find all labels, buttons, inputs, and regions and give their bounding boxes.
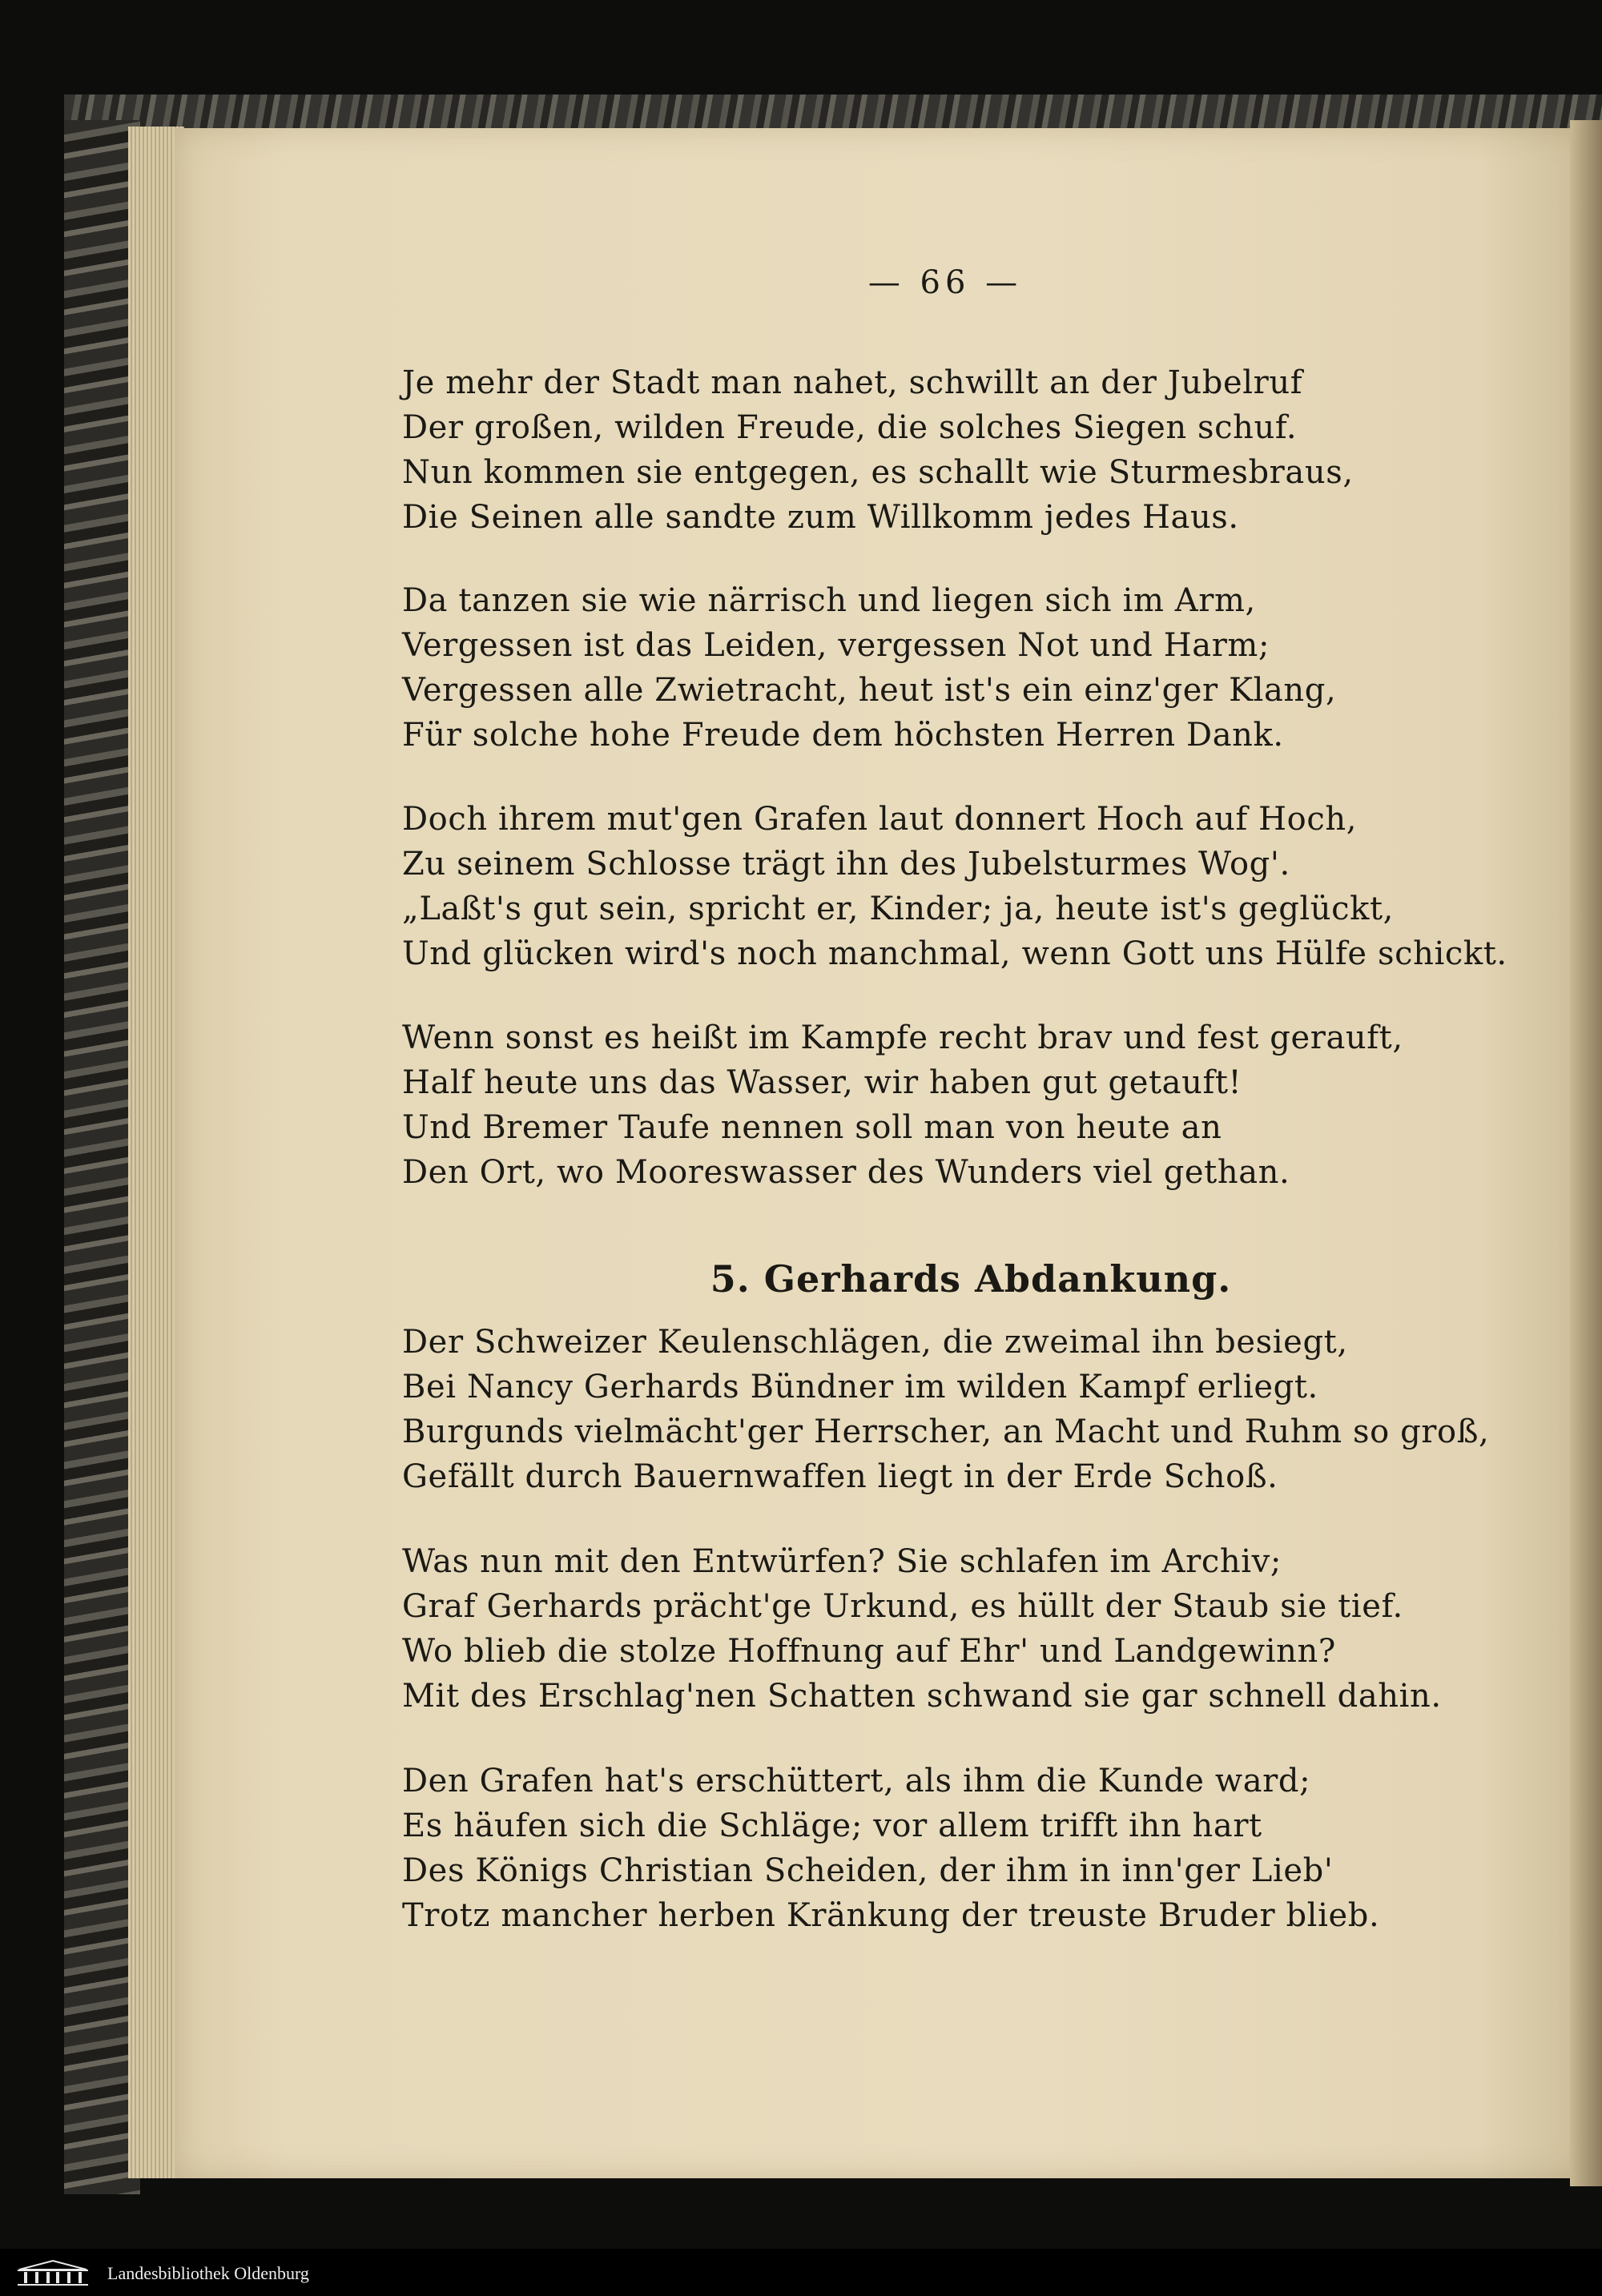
verse-line: Was nun mit den Entwürfen? Sie schlafen im Archiv; [402,1543,1282,1580]
verse-line: Vergessen alle Zwietracht, heut ist's ein einz'ger Klang, [402,672,1337,709]
verse-line: Bei Nancy Gerhards Bündner im wilden Kampf erliegt. [402,1369,1318,1405]
verse-line: Und Bremer Taufe nennen soll man von heute an [402,1109,1222,1146]
library-name: Landesbibliothek Oldenburg [107,2263,309,2283]
verse-line: Der großen, wilden Freude, die solches Siegen schuf. [402,409,1298,446]
verse-line: Je mehr der Stadt man nahet, schwillt an der Jubelruf [402,364,1303,401]
verse-line: Zu seinem Schlosse trägt ihn des Jubelsturmes Wog'. [402,846,1290,883]
stanza [402,1320,1540,1499]
verse-line: Wo blieb die stolze Hoffnung auf Ehr' und Landgewinn? [402,1633,1336,1670]
verse-line: Wenn sonst es heißt im Kampfe recht brav und fest gerauft, [402,1019,1403,1056]
verse-line: Des Königs Christian Scheiden, der ihm in inn'ger Lieb' [402,1852,1334,1889]
verse-line: Es häufen sich die Schläge; vor allem trifft ihn hart [402,1807,1262,1844]
verse-line: Da tanzen sie wie närrisch und liegen sich im Arm, [402,582,1256,619]
verse-line: Doch ihrem mut'gen Grafen laut donnert Hoch auf Hoch, [402,801,1358,838]
verse-line: Mit des Erschlag'nen Schatten schwand sie gar schnell dahin. [402,1678,1442,1715]
facing-page-edge [1570,120,1602,2186]
stanza [402,1015,1540,1195]
verse-line: Die Seinen alle sandte zum Willkomm jedes Haus. [402,499,1239,536]
stanza [402,1759,1540,1938]
stanza [402,797,1540,976]
verse-line: Und glücken wird's noch manchmal, wenn Gott uns Hülfe schickt. [402,935,1507,972]
verse-line: Graf Gerhards prächt'ge Urkund, es hüllt der Staub sie tief. [402,1588,1403,1625]
stanza [402,578,1540,758]
verse-line: Für solche hohe Freude dem höchsten Herren Dank. [402,717,1284,754]
verse-line: Trotz mancher herben Kränkung der treuste Bruder blieb. [402,1897,1380,1934]
stanza [402,360,1540,540]
verse-line: Nun kommen sie entgegen, es schallt wie Sturmesbraus, [402,454,1354,491]
page-number: — 66 — [867,264,1023,301]
verse-line: Den Grafen hat's erschüttert, als ihm die Kunde ward; [402,1763,1311,1799]
verse-line: Vergessen ist das Leiden, vergessen Not und Harm; [402,627,1270,664]
library-building-icon [13,2258,93,2287]
verse-line: Den Ort, wo Mooreswasser des Wunders viel gethan. [402,1154,1290,1191]
verse-line: „Laßt's gut sein, spricht er, Kinder; ja, heute ist's geglückt, [402,891,1394,927]
verse-line: Gefällt durch Bauernwaffen liegt in der Erde Schoß. [402,1458,1278,1495]
section-heading: 5. Gerhards Abdankung. [710,1257,1232,1301]
verse-line: Half heute uns das Wasser, wir haben gut getauft! [402,1064,1242,1101]
stanza [402,1539,1540,1719]
verse-line: Der Schweizer Keulenschlägen, die zweimal ihn besiegt, [402,1324,1348,1361]
verse-line: Burgunds vielmächt'ger Herrscher, an Macht und Ruhm so groß, [402,1413,1490,1450]
library-footer [0,2249,1602,2296]
